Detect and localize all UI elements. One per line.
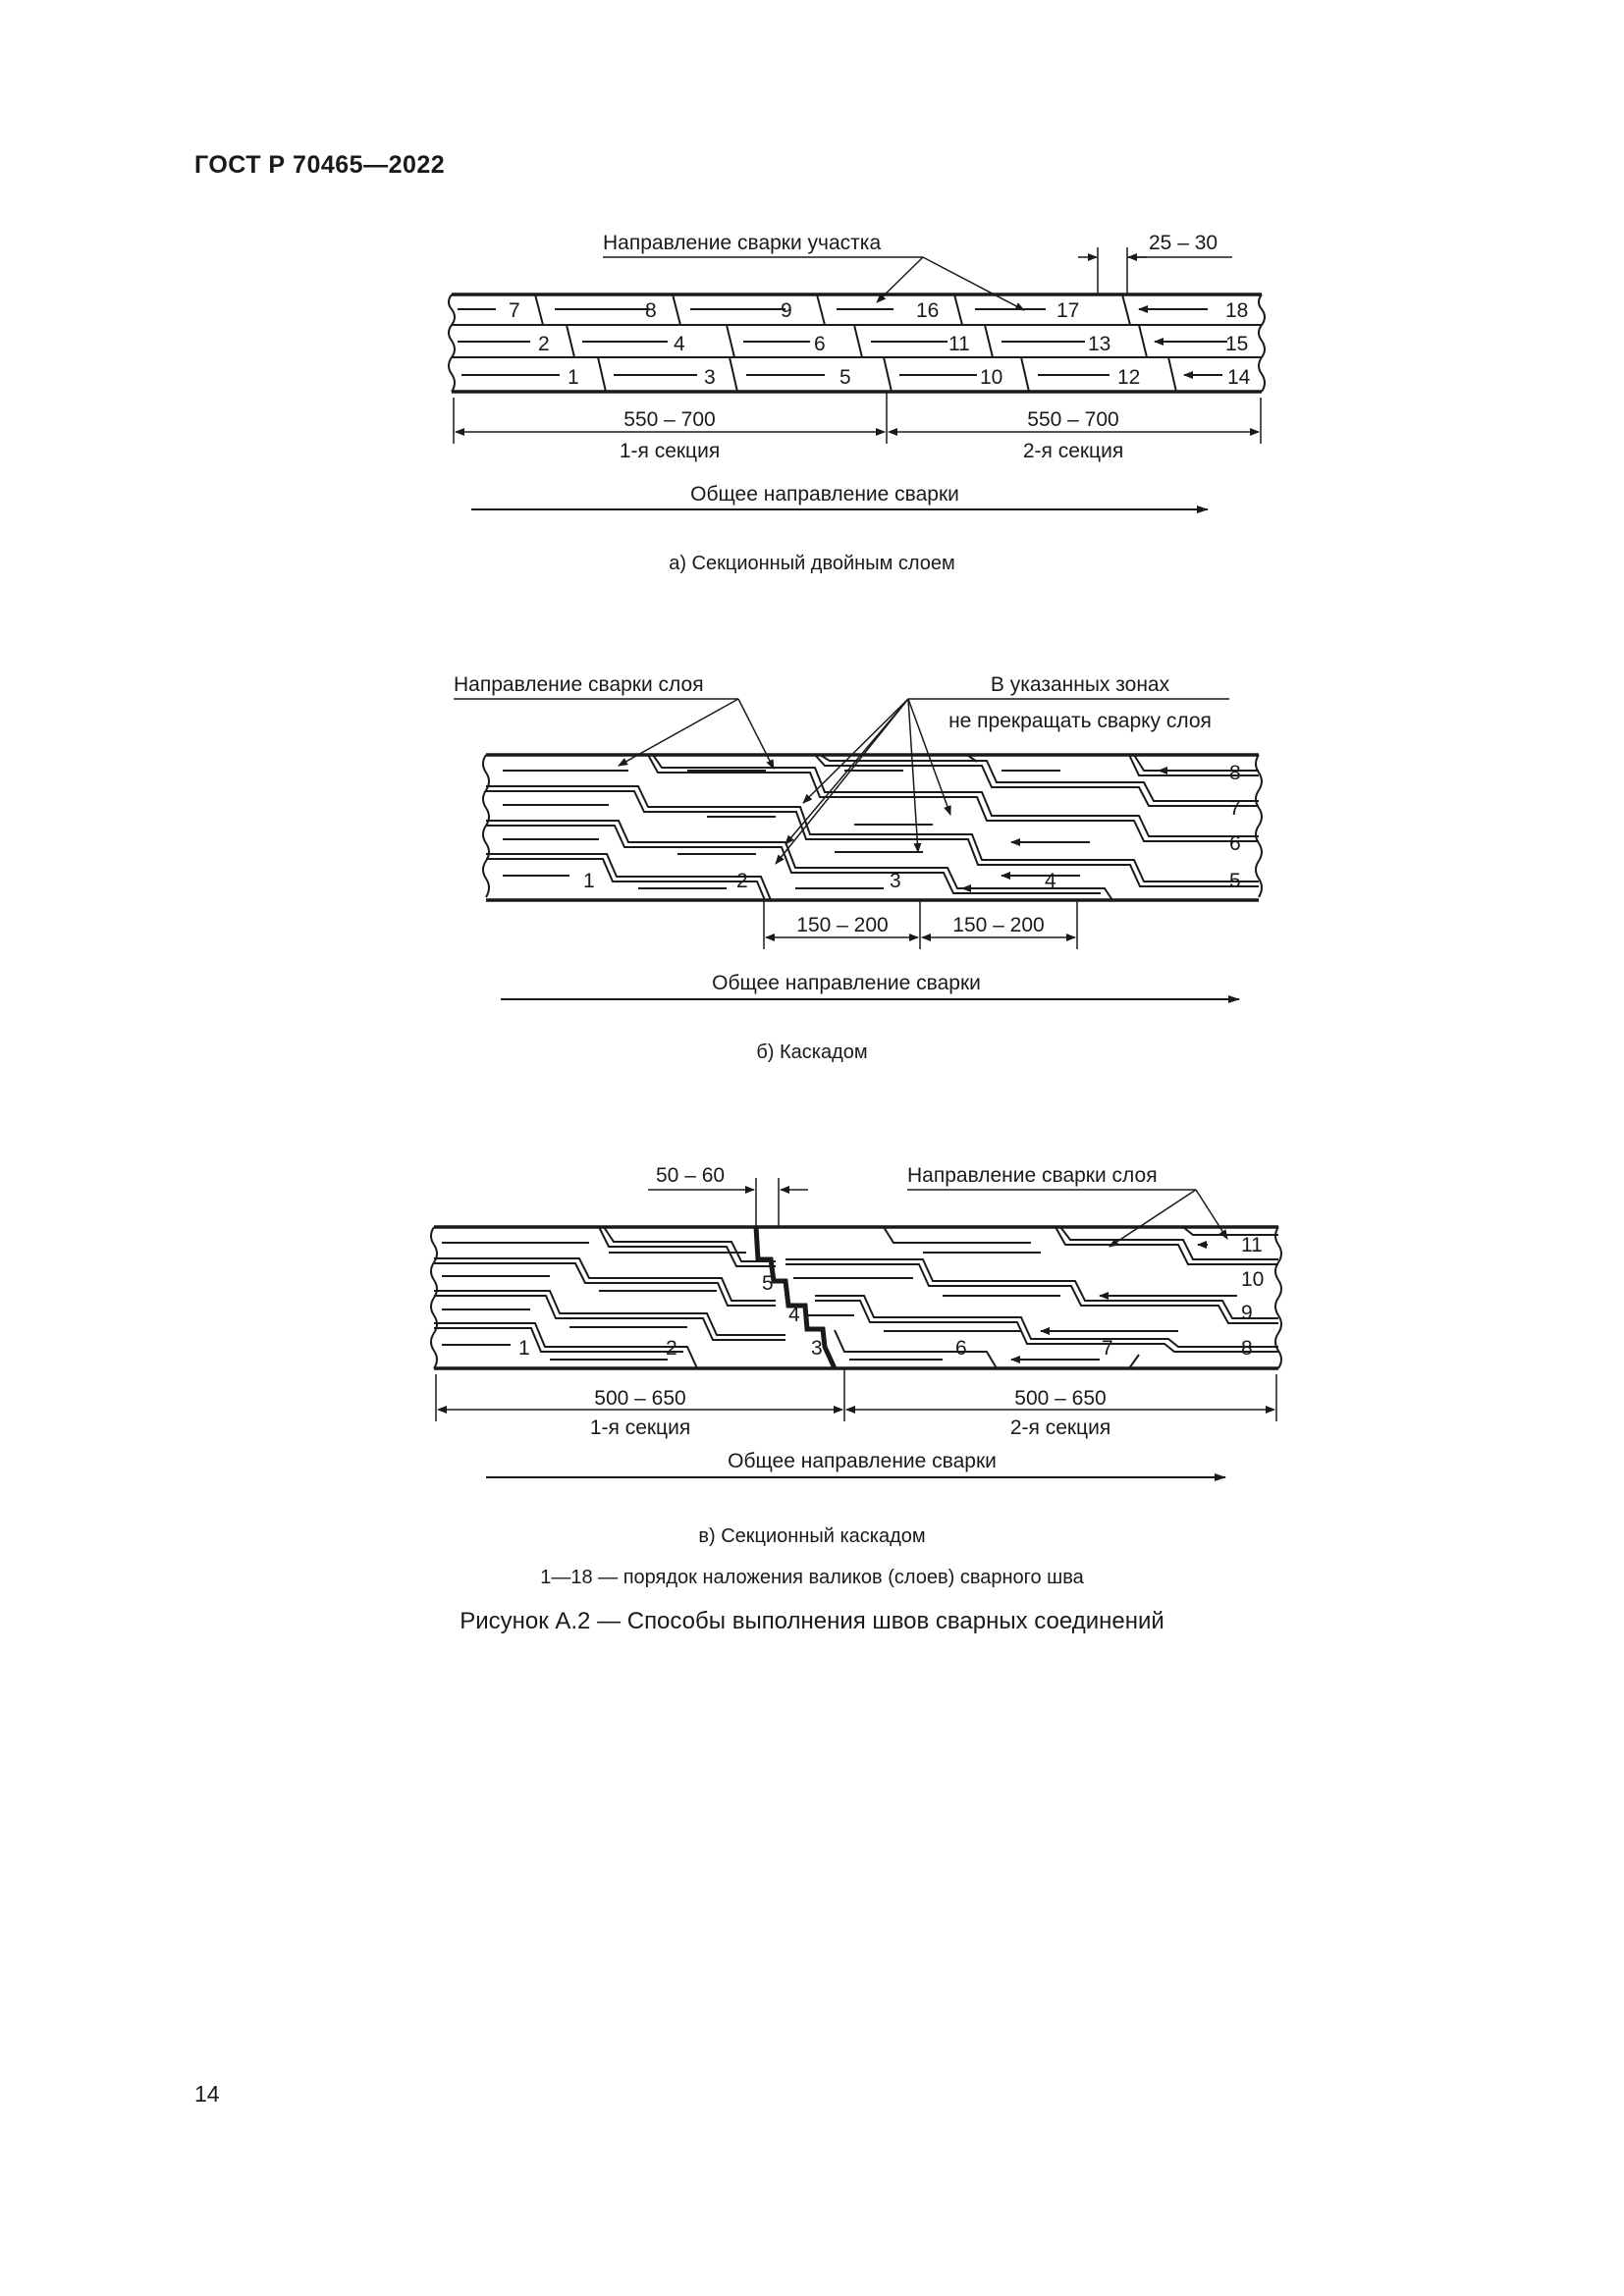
bead-number: 17 [1056,299,1080,322]
layer-number: 3 [811,1337,823,1360]
bead-number: 11 [948,333,970,355]
callout-label: Направление сварки участка [603,232,882,254]
section-name: 1-я секция [589,1416,691,1439]
callout-label: Направление сварки слоя [454,673,704,696]
section-length: 500 – 650 [1014,1387,1107,1410]
gap-dimension: 50 – 60 [656,1164,726,1187]
callout-label: Направление сварки слоя [907,1164,1158,1187]
page-number: 14 [194,2081,220,2107]
section-name: 2-я секция [1009,1416,1111,1439]
bead-number: 13 [1088,333,1111,355]
layer-number: 2 [666,1337,677,1360]
figure-title: Рисунок А.2 — Способы выполнения швов сварных соединений [460,1608,1164,1634]
layer-number: 7 [1229,797,1241,820]
layer-number: 7 [1102,1337,1113,1360]
bead-number: 9 [781,299,792,322]
layer-number: 1 [583,870,595,892]
layer-number: 3 [890,870,901,892]
bead-number: 14 [1227,366,1251,389]
layer-number: 9 [1241,1302,1253,1324]
bead-number: 18 [1225,299,1249,322]
bead-number: 12 [1117,366,1141,389]
layer-number: 4 [1045,870,1056,892]
bead-number: 2 [538,333,550,355]
layer-number: 1 [518,1337,530,1360]
section-length: 550 – 700 [623,408,716,431]
bead-number: 5 [839,366,851,389]
bead-number: 4 [674,333,685,355]
layer-number: 11 [1241,1234,1263,1256]
overall-direction-label: Общее направление сварки [712,972,981,994]
section-length: 550 – 700 [1027,408,1119,431]
zone-note: В указанных зонах [990,673,1170,696]
bead-number: 15 [1225,333,1249,355]
layer-number: 8 [1241,1337,1253,1360]
layer-number: 2 [736,870,748,892]
figure-a-caption: а) Секционный двойным слоем [669,553,955,574]
dimension: 150 – 200 [796,914,889,936]
layer-number: 6 [955,1337,967,1360]
layer-number: 5 [762,1272,774,1295]
section-length: 500 – 650 [594,1387,686,1410]
layer-number: 4 [788,1304,800,1326]
bead-number: 10 [980,366,1003,389]
bead-number: 8 [645,299,657,322]
layer-number: 8 [1229,762,1241,784]
layer-number: 6 [1229,832,1241,855]
dimension: 150 – 200 [952,914,1045,936]
gap-dimension: 25 – 30 [1149,232,1218,254]
section-name: 2-я секция [1022,440,1124,462]
bead-number: 7 [509,299,520,322]
document-header: ГОСТ Р 70465—2022 [194,151,446,179]
layer-number: 10 [1241,1268,1265,1291]
overall-direction-label: Общее направление сварки [690,483,959,506]
bead-number: 1 [568,366,579,389]
figure-b-caption: б) Каскадом [756,1041,868,1063]
legend-note: 1—18 — порядок наложения валиков (слоев) сварного шва [540,1567,1084,1588]
bead-number: 16 [916,299,940,322]
figure-c-caption: в) Секционный каскадом [698,1525,926,1547]
bead-number: 6 [814,333,826,355]
bead-number: 3 [704,366,716,389]
section-name: 1-я секция [619,440,721,462]
zone-note: не прекращать сварку слоя [948,710,1212,732]
layer-number: 5 [1229,870,1241,892]
overall-direction-label: Общее направление сварки [728,1450,997,1472]
